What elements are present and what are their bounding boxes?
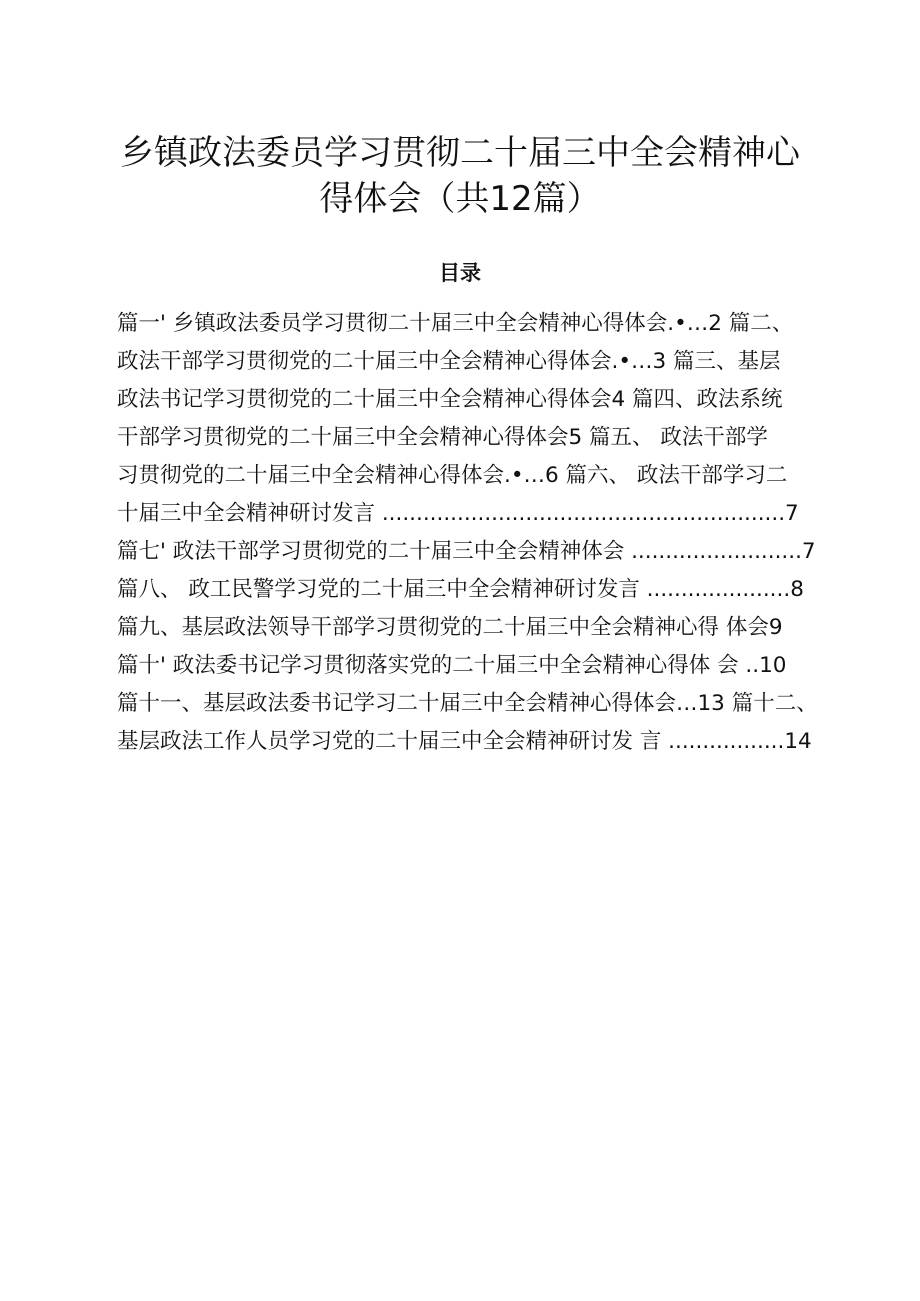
toc-line[interactable]: 十届三中全会精神研讨发言 ...........................................................7 <box>117 501 799 526</box>
toc-line[interactable]: 政法书记学习贯彻党的二十届三中全会精神心得体会4 篇四、政法系统 <box>117 387 783 412</box>
document-title-line-1: 乡镇政法委员学习贯彻二十届三中全会精神心 <box>120 133 800 173</box>
toc-heading: 目录 <box>439 261 481 285</box>
toc-line[interactable]: 政法干部学习贯彻党的二十届三中全会精神心得体会.•…3 篇三、基层 <box>117 349 781 374</box>
toc-line[interactable]: 干部学习贯彻党的二十届三中全会精神心得体会5 篇五、 政法干部学 <box>117 425 768 450</box>
toc-line[interactable]: 基层政法工作人员学习党的二十届三中全会精神研讨发 言 .................14 <box>117 729 812 754</box>
toc-line[interactable]: 篇一' 乡镇政法委员学习贯彻二十届三中全会精神心得体会.•…2 篇二、 <box>117 311 794 336</box>
document-title-line-2: 得体会（共12篇） <box>319 179 601 219</box>
table-of-contents <box>117 305 857 761</box>
toc-line[interactable]: 篇七' 政法干部学习贯彻党的二十届三中全会精神体会 .........................7 <box>117 539 816 564</box>
toc-line[interactable]: 习贯彻党的二十届三中全会精神心得体会.•…6 篇六、 政法干部学习二 <box>117 463 788 488</box>
toc-line[interactable]: 篇九、基层政法领导干部学习贯彻党的二十届三中全会精神心得 体会9 <box>117 615 783 640</box>
toc-line[interactable]: 篇十一、基层政法委书记学习二十届三中全会精神心得体会…13 篇十二、 <box>117 691 818 716</box>
toc-line[interactable]: 篇八、 政工民警学习党的二十届三中全会精神研讨发言 .....................8 <box>117 577 804 602</box>
toc-line[interactable]: 篇十' 政法委书记学习贯彻落实党的二十届三中全会精神心得体 会 ..10 <box>117 653 787 678</box>
